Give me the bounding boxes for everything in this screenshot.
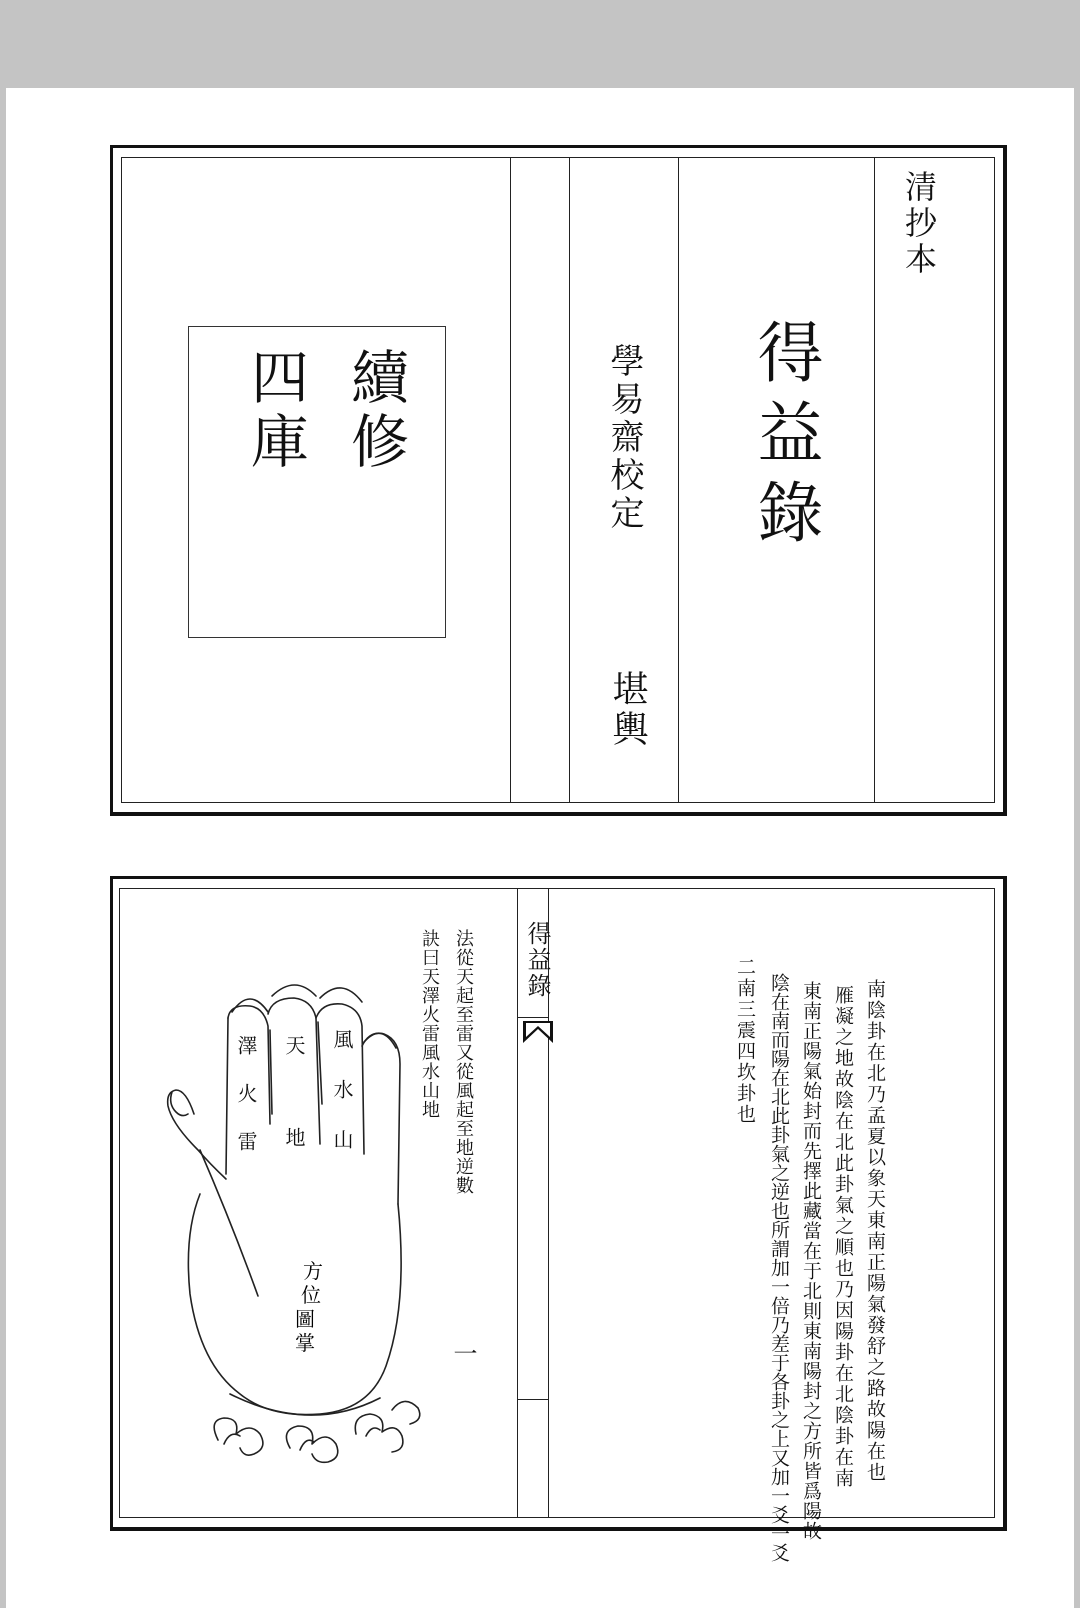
center-fold-title: 得益錄 [523,921,551,999]
seal-column-1: 續修 [341,347,409,475]
text-column-5: 二南三震四坎卦也 [734,957,756,1125]
collection-seal [188,326,446,638]
fish-tail-rule [517,1017,549,1018]
left-note-column-2: 訣曰天澤火雷風水山地 [419,929,440,1119]
column-rule [874,158,875,802]
scan-page [6,88,1074,1608]
content-folio-inner-frame [119,888,995,1562]
fish-tail-mark [523,1021,553,1043]
title-folio-inner-frame [121,157,995,803]
caption-glyph: 方 [303,1259,323,1283]
caption-glyph: 位 [301,1283,321,1307]
seal-column-2: 四庫 [241,347,309,475]
finger-label: 地 [282,1127,306,1219]
column-rule [678,158,679,802]
finger-label: 火 [234,1083,258,1131]
finger-label: 澤 [234,1035,258,1083]
column-rule [569,158,570,802]
text-column-3: 東南正陽氣始封而先擇此藏當在于北則東南陽封之方所皆爲陽故 [800,981,822,1541]
edition-label: 清抄本 [900,170,938,278]
diagram-caption [290,1259,328,1355]
finger-label-column-1 [232,1035,261,1179]
text-column-4: 陰在南而陽在北此卦氣之逆也所謂加一倍乃差于各卦之上又加一爻一爻 [768,973,790,1562]
finger-label: 風 [330,1029,354,1079]
text-column-1: 南陰卦在北乃孟夏以象天東南正陽氣發舒之路故陽在也 [864,979,886,1483]
column-rule [510,158,511,802]
caption-glyph: 圖 [295,1307,315,1331]
fold-bottom-rule [517,1399,549,1400]
finger-label: 山 [330,1129,354,1179]
caption-glyph: 掌 [295,1331,315,1355]
content-folio [110,876,1007,1562]
editor-credit: 學易齋校定 [604,343,644,533]
finger-label-column-3 [328,1029,357,1179]
book-title: 得益錄 [746,318,823,558]
finger-label: 天 [282,1035,306,1127]
text-column-2: 雁凝之地故陰在北此卦氣之順也乃因陽卦在北陰卦在南 [832,985,854,1489]
finger-label-column-2 [280,1035,309,1219]
title-folio [110,145,1007,816]
page-number: 一 [449,1341,477,1365]
finger-label: 雷 [234,1131,258,1179]
fold-rule [517,889,518,1517]
left-note-column-1: 法從天起至雷又從風起至地逆數 [453,929,474,1195]
finger-label: 水 [330,1079,354,1129]
hand-diagram [160,974,460,1494]
category-label: 堪輿 [607,670,648,750]
